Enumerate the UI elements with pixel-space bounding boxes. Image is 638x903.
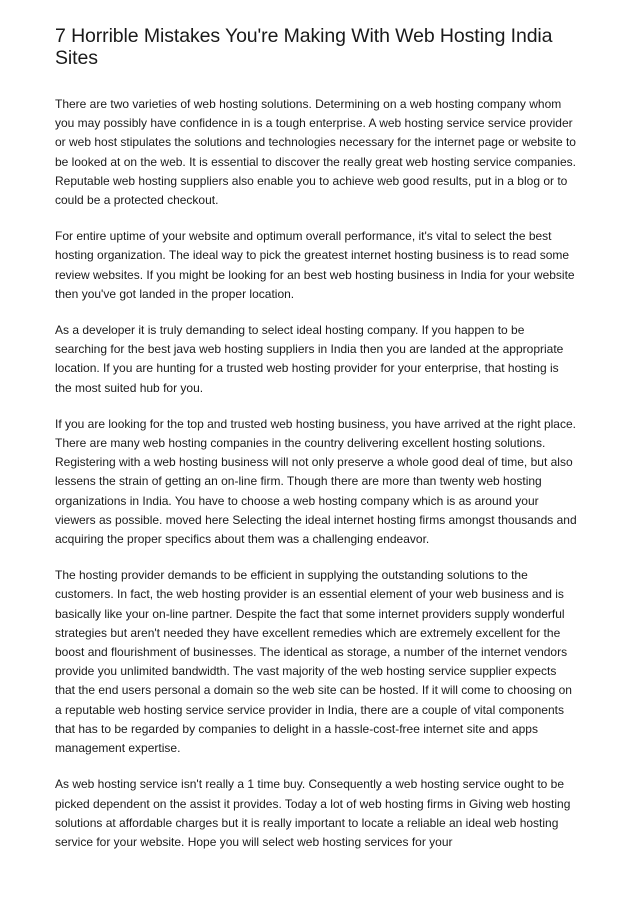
document-page [55, 25, 577, 869]
document-body [55, 95, 577, 852]
paragraph-3: As a developer it is truly demanding to select ideal hosting company. If you happen to be searching for the best java web hosting suppliers in India then you are landed at the appropriate location. If you are hunting for a trusted web hosting provider for your enterprise, that hosting is the most suited hub for you. [55, 323, 564, 395]
paragraph-5: The hosting provider demands to be efficient in supplying the outstanding solutions to the customers. In fact, the web hosting provider is an essential element of your web business and is basically like your on-line partner. Despite the fact that some internet providers supply wonderful strategies but aren't needed they have excellent remedies which are extremely excellent for the boost and flourishment of businesses. The identical as storage, a number of the internet vendors provide you unlimited bandwidth. The vast majority of the web hosting service supplier expects that the end users personal a domain so the web site can be hosted. If it will come to choosing on a reputable web hosting service service provider in India, there are a couple of vital components that has to be regarded by companies to delight in a hassle-cost-free internet site and apps management expertise. [55, 568, 572, 756]
page-title: 7 Horrible Mistakes You're Making With Web Hosting India Sites [55, 25, 553, 69]
paragraph-2: For entire uptime of your website and optimum overall performance, it's vital to select the best hosting organization. The ideal way to pick the greatest internet hosting business is to read some review websites. If you might be looking for an best web hosting business in India for your website then you've got landed in the proper location. [55, 229, 575, 301]
paragraph-4: If you are looking for the top and trusted web hosting business, you have arrived at the right place. There are many web hosting companies in the country delivering excellent hosting solutions. Registering with a web hosting business will not only preserve a whole good deal of time, but also lessens the strain of getting an on-line firm. Though there are more than twenty web hosting organizations in India. You have to choose a web hosting company which is as around your viewers as possible. moved here Selecting the ideal internet hosting firms amongst thousands and acquiring the proper specifics about them was a challenging endeavor. [55, 416, 577, 547]
paragraph-1: There are two varieties of web hosting solutions. Determining on a web hosting company whom you may possibly have confidence in is a tough enterprise. A web hosting service service provider or web host stipulates the solutions and technologies necessary for the internet page or website to be looked at on the web. It is essential to discover the really great web hosting service companies. Reputable web hosting suppliers also enable you to achieve web good results, put in a blog or to could be a protected checkout. [55, 97, 576, 208]
paragraph-6: As web hosting service isn't really a 1 time buy. Consequently a web hosting service ought to be picked dependent on the assist it provides. Today a lot of web hosting firms in Giving web hosting solutions at affordable charges but it is really important to locate a reliable an ideal web hosting service for your website. Hope you will select web hosting services for your [55, 777, 571, 849]
